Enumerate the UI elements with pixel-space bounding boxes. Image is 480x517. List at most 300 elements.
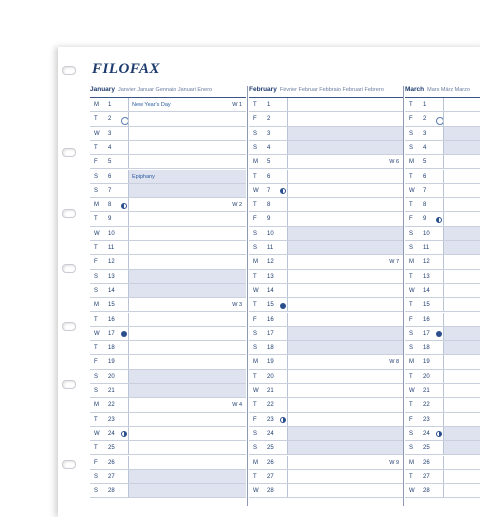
day-row xyxy=(249,413,403,427)
weekday-letter: T xyxy=(409,202,413,209)
day-row xyxy=(405,184,480,198)
day-number: 1 xyxy=(108,102,112,108)
day-row xyxy=(249,370,403,384)
day-number: 14 xyxy=(267,287,274,294)
day-entry-area[interactable] xyxy=(287,155,403,169)
weekday-letter: F xyxy=(94,259,98,266)
weekday-letter: M xyxy=(253,359,258,366)
day-row xyxy=(405,270,480,284)
day-row xyxy=(90,112,246,126)
day-row xyxy=(249,241,403,255)
day-entry-area[interactable] xyxy=(287,413,403,427)
row-rule xyxy=(249,497,403,498)
weekday-letter: T xyxy=(409,173,413,180)
day-number: 17 xyxy=(108,330,115,337)
day-row xyxy=(90,398,246,412)
weekday-letter: M xyxy=(409,259,414,266)
day-number: 15 xyxy=(423,302,430,309)
weekday-letter: S xyxy=(409,230,414,237)
day-entry-area[interactable] xyxy=(443,327,480,341)
day-entry-area[interactable] xyxy=(287,241,403,255)
weekday-letter: S xyxy=(409,445,414,452)
moon-phase-first-icon xyxy=(280,188,286,194)
day-number: 5 xyxy=(267,159,271,166)
weekday-letter: S xyxy=(94,488,99,495)
weekday-letter: W xyxy=(253,488,259,495)
day-number: 13 xyxy=(108,273,115,280)
moon-phase-last-icon xyxy=(436,431,442,437)
weekday-letter: S xyxy=(409,130,414,137)
day-number: 15 xyxy=(108,302,115,309)
day-number: 16 xyxy=(423,316,430,323)
day-entry-area[interactable] xyxy=(128,456,246,470)
day-entry-area[interactable] xyxy=(443,127,480,141)
weekday-letter: W xyxy=(94,130,100,137)
day-entry-area[interactable] xyxy=(443,141,480,155)
day-number: 28 xyxy=(108,488,115,495)
day-number: 20 xyxy=(108,373,115,380)
day-entry-area[interactable] xyxy=(287,327,403,341)
day-entry-area[interactable] xyxy=(443,227,480,241)
day-entry-area[interactable] xyxy=(128,227,246,241)
month-header xyxy=(249,86,403,98)
day-row xyxy=(90,384,246,398)
day-entry-area[interactable] xyxy=(287,384,403,398)
month-translations: Janvier Januar Gennaio Januari Enero xyxy=(117,87,213,93)
weekday-letter: S xyxy=(409,144,414,151)
weekday-letter: S xyxy=(253,330,258,337)
weekday-letter: F xyxy=(94,159,98,166)
day-entry-area[interactable] xyxy=(443,313,480,327)
day-row xyxy=(90,341,246,355)
weekday-letter: F xyxy=(94,459,98,466)
day-number: 10 xyxy=(267,230,274,237)
weekday-letter: F xyxy=(253,416,257,423)
day-number: 18 xyxy=(108,345,115,352)
day-number: 27 xyxy=(423,473,430,480)
day-row xyxy=(90,270,246,284)
day-number: 23 xyxy=(267,416,274,423)
day-entry-area[interactable] xyxy=(287,198,403,212)
day-entry-area[interactable] xyxy=(128,255,246,269)
day-row xyxy=(405,170,480,184)
weekday-letter: S xyxy=(253,144,258,151)
day-entry-area[interactable] xyxy=(287,441,403,455)
day-entry-area[interactable] xyxy=(128,298,246,312)
column-divider xyxy=(247,86,248,506)
day-row xyxy=(90,298,246,312)
day-row xyxy=(405,212,480,226)
day-row xyxy=(249,155,403,169)
day-number: 28 xyxy=(267,488,274,495)
week-number: W 4 xyxy=(232,402,242,409)
day-row xyxy=(90,456,246,470)
column-divider xyxy=(403,86,404,506)
day-entry-area[interactable] xyxy=(128,341,246,355)
weekday-letter: M xyxy=(94,102,99,108)
weekday-letter: T xyxy=(94,116,98,123)
day-entry-area[interactable] xyxy=(443,427,480,441)
day-number: 2 xyxy=(108,116,112,123)
day-entry-area[interactable] xyxy=(443,413,480,427)
day-row xyxy=(249,112,403,126)
day-number: 8 xyxy=(108,202,112,209)
day-entry-area[interactable] xyxy=(443,270,480,284)
punch-hole xyxy=(62,66,76,75)
weekday-letter: T xyxy=(253,273,257,280)
day-entry-area[interactable] xyxy=(443,341,480,355)
punch-hole xyxy=(62,148,76,157)
day-number: 21 xyxy=(108,388,115,394)
day-entry-area[interactable] xyxy=(287,370,403,384)
day-entry-area[interactable] xyxy=(128,355,246,369)
day-row xyxy=(90,427,246,441)
day-row xyxy=(405,141,480,155)
day-row xyxy=(90,441,246,455)
day-number: 2 xyxy=(267,116,271,123)
weekday-letter: W xyxy=(409,287,415,294)
weekday-letter: W xyxy=(253,388,259,394)
day-row xyxy=(249,227,403,241)
day-entry-area[interactable] xyxy=(287,112,403,126)
day-row xyxy=(90,98,246,112)
weekday-letter: M xyxy=(94,402,99,409)
day-number: 9 xyxy=(108,216,112,223)
day-entry-area[interactable] xyxy=(443,484,480,498)
weekday-letter: W xyxy=(409,388,415,394)
day-row xyxy=(405,241,480,255)
day-row xyxy=(90,370,246,384)
day-number: 20 xyxy=(267,373,274,380)
weekday-letter: S xyxy=(253,230,258,237)
day-entry-area[interactable] xyxy=(128,112,246,126)
day-entry-area[interactable] xyxy=(287,427,403,441)
month-name: March xyxy=(405,86,425,93)
day-entry-area[interactable] xyxy=(128,155,246,169)
day-number: 22 xyxy=(267,402,274,409)
punch-hole xyxy=(62,460,76,469)
day-entry-area[interactable] xyxy=(287,184,403,198)
day-row xyxy=(90,413,246,427)
weekday-letter: S xyxy=(409,345,414,352)
weekday-letter: T xyxy=(94,144,98,151)
day-row xyxy=(405,441,480,455)
weekday-letter: T xyxy=(409,302,413,309)
weekday-letter: S xyxy=(253,130,258,137)
day-number: 6 xyxy=(267,173,271,180)
day-row xyxy=(90,255,246,269)
day-number: 16 xyxy=(108,316,115,323)
day-number: 5 xyxy=(108,159,112,166)
moon-phase-last-icon xyxy=(280,417,286,423)
day-row xyxy=(405,370,480,384)
day-entry-area[interactable] xyxy=(443,255,480,269)
day-number: 21 xyxy=(267,388,274,394)
day-entry-area[interactable] xyxy=(287,141,403,155)
day-entry-area[interactable] xyxy=(443,370,480,384)
day-number: 19 xyxy=(108,359,115,366)
week-number: W 2 xyxy=(232,202,242,209)
holiday-label: New Year's Day xyxy=(132,102,171,108)
day-row xyxy=(90,470,246,484)
day-row xyxy=(249,127,403,141)
day-number: 5 xyxy=(423,159,427,166)
day-entry-area[interactable] xyxy=(443,384,480,398)
day-number: 4 xyxy=(108,144,112,151)
day-entry-area[interactable] xyxy=(128,270,246,284)
day-number: 22 xyxy=(423,402,430,409)
day-number: 11 xyxy=(108,245,115,251)
day-entry-area[interactable] xyxy=(128,384,246,398)
day-number: 1 xyxy=(267,102,271,108)
weekday-letter: W xyxy=(409,488,415,495)
month-name: February xyxy=(249,86,277,93)
day-entry-area[interactable] xyxy=(443,284,480,298)
day-entry-area[interactable] xyxy=(443,112,480,126)
day-entry-area[interactable] xyxy=(287,355,403,369)
day-entry-area[interactable] xyxy=(443,355,480,369)
weekday-letter: S xyxy=(94,187,99,194)
day-row xyxy=(405,313,480,327)
moon-phase-full-icon xyxy=(436,331,442,337)
month-translations: Mars März Marzo xyxy=(427,87,470,93)
day-entry-area[interactable] xyxy=(128,398,246,412)
day-entry-area[interactable] xyxy=(287,255,403,269)
weekday-letter: T xyxy=(94,216,98,223)
day-row xyxy=(249,398,403,412)
weekday-letter: F xyxy=(409,116,413,123)
day-entry-area[interactable] xyxy=(128,141,246,155)
day-row xyxy=(249,441,403,455)
day-entry-area[interactable] xyxy=(443,212,480,226)
day-entry-area[interactable] xyxy=(128,241,246,255)
day-number: 11 xyxy=(423,245,430,251)
day-entry-area[interactable] xyxy=(128,184,246,198)
day-entry-area[interactable] xyxy=(287,98,403,112)
day-number: 14 xyxy=(423,287,430,294)
day-entry-area[interactable] xyxy=(128,284,246,298)
weekday-letter: F xyxy=(253,316,257,323)
weekday-letter: W xyxy=(253,287,259,294)
day-row xyxy=(249,327,403,341)
day-entry-area[interactable] xyxy=(287,227,403,241)
day-entry-area[interactable] xyxy=(287,284,403,298)
day-entry-area[interactable] xyxy=(443,456,480,470)
weekday-letter: S xyxy=(94,473,99,480)
weekday-letter: S xyxy=(253,245,258,251)
day-row xyxy=(405,155,480,169)
weekday-letter: W xyxy=(94,430,100,437)
week-number: W 8 xyxy=(389,359,399,366)
day-entry-area[interactable] xyxy=(443,298,480,312)
weekday-letter: T xyxy=(409,102,413,108)
day-entry-area[interactable] xyxy=(128,427,246,441)
weekday-letter: T xyxy=(253,302,257,309)
day-entry-area[interactable] xyxy=(128,470,246,484)
weekday-letter: S xyxy=(94,373,99,380)
day-row xyxy=(249,355,403,369)
day-number: 3 xyxy=(267,130,271,137)
day-entry-area[interactable] xyxy=(128,198,246,212)
day-row xyxy=(249,170,403,184)
day-number: 12 xyxy=(267,259,274,266)
day-row xyxy=(90,141,246,155)
day-row xyxy=(249,484,403,498)
weekday-letter: S xyxy=(253,445,258,452)
day-entry-area[interactable] xyxy=(128,484,246,498)
weekday-letter: S xyxy=(409,330,414,337)
day-number: 26 xyxy=(267,459,274,466)
weekday-letter: T xyxy=(253,173,257,180)
weekday-letter: F xyxy=(409,216,413,223)
weekday-letter: M xyxy=(253,259,258,266)
day-number: 10 xyxy=(108,230,115,237)
day-row xyxy=(90,170,246,184)
day-number: 15 xyxy=(267,302,274,309)
day-row xyxy=(405,341,480,355)
punch-hole xyxy=(62,380,76,389)
weekday-letter: S xyxy=(253,345,258,352)
weekday-letter: F xyxy=(94,359,98,366)
row-rule xyxy=(90,497,246,498)
day-row xyxy=(249,141,403,155)
day-entry-area[interactable] xyxy=(443,198,480,212)
day-row xyxy=(405,255,480,269)
weekday-letter: T xyxy=(409,373,413,380)
day-row xyxy=(90,212,246,226)
moon-phase-last-icon xyxy=(121,431,127,437)
day-number: 24 xyxy=(267,430,274,437)
day-entry-area[interactable] xyxy=(443,241,480,255)
weekday-letter: T xyxy=(94,316,98,323)
day-number: 20 xyxy=(423,373,430,380)
day-entry-area[interactable] xyxy=(443,470,480,484)
day-entry-area[interactable] xyxy=(443,441,480,455)
weekday-letter: S xyxy=(409,430,414,437)
day-entry-area[interactable] xyxy=(287,298,403,312)
weekday-letter: F xyxy=(253,116,257,123)
day-entry-area[interactable] xyxy=(128,441,246,455)
week-number: W 7 xyxy=(389,259,399,266)
day-row xyxy=(90,284,246,298)
day-entry-area[interactable] xyxy=(287,127,403,141)
day-row xyxy=(405,398,480,412)
day-row xyxy=(405,427,480,441)
day-entry-area[interactable] xyxy=(128,370,246,384)
day-number: 21 xyxy=(423,388,430,394)
punch-hole xyxy=(62,322,76,331)
moon-phase-full-icon xyxy=(121,331,127,337)
day-number: 13 xyxy=(423,273,430,280)
day-row xyxy=(249,270,403,284)
day-row xyxy=(405,484,480,498)
moon-phase-full-icon xyxy=(280,303,286,309)
day-entry-area[interactable] xyxy=(287,313,403,327)
day-number: 2 xyxy=(423,116,427,123)
day-row xyxy=(405,456,480,470)
weekday-letter: F xyxy=(409,316,413,323)
week-number: W 1 xyxy=(232,102,242,108)
day-entry-area[interactable] xyxy=(128,127,246,141)
day-row xyxy=(249,184,403,198)
day-row xyxy=(90,313,246,327)
holiday-label: Epiphany xyxy=(132,173,155,180)
weekday-letter: S xyxy=(94,287,99,294)
day-number: 24 xyxy=(423,430,430,437)
day-number: 17 xyxy=(267,330,274,337)
day-number: 27 xyxy=(267,473,274,480)
day-number: 6 xyxy=(423,173,427,180)
row-rule xyxy=(405,497,480,498)
day-row xyxy=(405,284,480,298)
day-entry-area[interactable] xyxy=(128,313,246,327)
day-entry-area[interactable] xyxy=(443,170,480,184)
punch-hole xyxy=(62,209,76,218)
weekday-letter: M xyxy=(409,459,414,466)
day-entry-area[interactable] xyxy=(443,398,480,412)
day-entry-area[interactable] xyxy=(287,398,403,412)
weekday-letter: T xyxy=(409,473,413,480)
weekday-letter: T xyxy=(94,416,98,423)
weekday-letter: W xyxy=(253,187,259,194)
day-number: 19 xyxy=(267,359,274,366)
day-row xyxy=(90,184,246,198)
day-number: 11 xyxy=(267,245,274,251)
day-entry-area[interactable] xyxy=(287,170,403,184)
day-entry-area[interactable] xyxy=(128,413,246,427)
day-row xyxy=(249,198,403,212)
week-number: W 6 xyxy=(389,159,399,166)
day-entry-area[interactable] xyxy=(443,184,480,198)
day-entry-area[interactable] xyxy=(128,170,246,184)
day-entry-area[interactable] xyxy=(443,98,480,112)
day-entry-area[interactable] xyxy=(287,270,403,284)
day-entry-area[interactable] xyxy=(128,98,246,112)
day-number: 26 xyxy=(108,459,115,466)
day-number: 16 xyxy=(267,316,274,323)
day-row xyxy=(405,384,480,398)
day-number: 18 xyxy=(423,345,430,352)
punch-hole xyxy=(62,264,76,273)
day-number: 8 xyxy=(267,202,271,209)
day-entry-area[interactable] xyxy=(287,456,403,470)
day-row xyxy=(90,327,246,341)
day-number: 10 xyxy=(423,230,430,237)
weekday-letter: T xyxy=(94,445,98,452)
weekday-letter: T xyxy=(94,345,98,352)
day-row xyxy=(249,341,403,355)
day-entry-area[interactable] xyxy=(128,327,246,341)
day-row xyxy=(405,298,480,312)
weekday-letter: S xyxy=(409,245,414,251)
weekday-letter: W xyxy=(409,187,415,194)
day-number: 7 xyxy=(267,187,271,194)
day-row xyxy=(90,155,246,169)
day-entry-area[interactable] xyxy=(287,484,403,498)
day-entry-area[interactable] xyxy=(287,341,403,355)
weekday-letter: T xyxy=(253,402,257,409)
day-entry-area[interactable] xyxy=(443,155,480,169)
day-row xyxy=(249,456,403,470)
day-number: 22 xyxy=(108,402,115,409)
day-entry-area[interactable] xyxy=(128,212,246,226)
day-number: 24 xyxy=(108,430,115,437)
day-entry-area[interactable] xyxy=(287,212,403,226)
day-number: 7 xyxy=(423,187,427,194)
day-number: 25 xyxy=(108,445,115,452)
day-row xyxy=(249,313,403,327)
day-entry-area[interactable] xyxy=(287,470,403,484)
